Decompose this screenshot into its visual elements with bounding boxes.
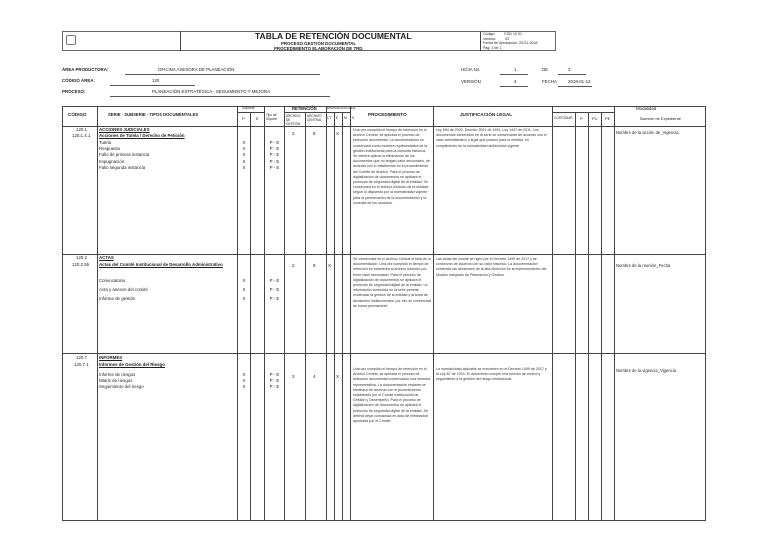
meta-version: Versión: 03 <box>483 36 509 41</box>
row-code-subserie: 120.2.55 <box>72 262 90 267</box>
col-archivo-gestion: ARCHIVO DE GESTIÓN <box>286 114 301 126</box>
area-label: ÁREA PRODUCTORA: <box>62 67 109 72</box>
col-p: P <box>580 116 583 121</box>
row-code-serie: 120.1 <box>76 127 87 132</box>
version-value: 4 <box>514 79 517 84</box>
expediente-name: Nombre de la reunión_Fecha <box>616 263 671 268</box>
row-serie-name: ACTAS <box>99 255 114 260</box>
tipo-soporte-marks: P - E P - E P - E P - E P - E <box>269 140 280 170</box>
logo <box>66 35 76 45</box>
doc-type: Seguimiento del riesgo <box>99 384 144 390</box>
codigo-area-value: 120 <box>152 78 160 83</box>
tipo-soporte-marks: P - E P - E P - E <box>269 278 280 301</box>
row-code-serie: 120.7 <box>76 355 87 360</box>
col-justificacion: JUSTIFICACIÓN LEGAL <box>460 112 513 117</box>
support-marks: X X X <box>242 278 246 301</box>
col-pc: PC <box>592 116 598 121</box>
retention-ag: 2 <box>292 374 295 379</box>
col-codigo: CÓDIGO <box>68 112 87 117</box>
meta-codigo: Código: FGD 10 01 <box>483 32 522 36</box>
document-subtitle-process: PROCESO GESTIÓN DOCUMENTAL <box>281 41 357 46</box>
doc-type: Impugnación <box>99 158 125 164</box>
procedure-text: Una vez cumplido el tiempo de retención en el Archivo Central, se aplicará el proceso de selección documental conservando una muestra representativa. La documentación restante se eliminará de acuerdo con el procedimiento establecido por el Comité Institucional de Gestión y Desempeño. Para el proceso de digitalización de documentos se aplicará el protocolo de seguridad digital de la entidad. Se deberá dejar constancia en acta de eliminación aprobada por el Comité. <box>353 367 431 424</box>
retention-ag: 2 <box>292 131 295 136</box>
disposition-mark: X <box>336 374 340 379</box>
doc-type: Fallo de primera instancia <box>99 152 150 158</box>
row-code-serie: 120.2 <box>76 255 87 260</box>
de-value: 3 <box>568 67 571 72</box>
doc-type: Acta y anexos del comité <box>99 287 148 292</box>
legal-justification: Las actas del comité se rigen por el Decreto 1499 de 2017 y se conservan de acuerdo con su valor histórico. La documentación evidencia las decisiones de la alta dirección en la implementación del Modelo Integrado de Planeación y Gestión. <box>436 257 547 277</box>
expediente-name: Nombre de la acción de_Vigencia <box>616 130 679 135</box>
document-title: TABLA DE RETENCIÓN DOCUMENTAL <box>255 31 412 41</box>
row-subserie-name: Actas del Comité Institucional de Desarrollo Administrativo <box>99 262 223 267</box>
col-e: E <box>336 116 339 120</box>
col-nombre-expediente: Nombre de Expediente <box>640 116 681 121</box>
col-ct: CT <box>327 116 332 120</box>
meta-pagina: Pág: 1 de 1 <box>483 45 502 50</box>
legal-justification: Ley 594 de 2000, Decreto 2591 de 1991, Ley 1437 de 2011. Los documentos contenidos en la serie se conservarán de acuerdo con el valor administrativo y legal que poseen para la entidad, en cumplimiento de la normatividad archivística vigente. <box>436 128 547 148</box>
fecha-value: 2018-01-12 <box>568 79 591 84</box>
doc-type: Convocatoria <box>99 278 125 283</box>
row-doc-types <box>99 140 149 171</box>
col-tipo-soporte: Tipo de Soporte <box>266 113 278 121</box>
meta-fecha: Fecha de Aprobación: 25-01-2018 <box>483 41 538 46</box>
col-procedimiento: PROCEDIMIENTO <box>368 112 407 117</box>
col-pe: PE <box>605 116 611 121</box>
expediente-name: Nombre de la vigencia_Vigencia <box>616 368 676 373</box>
procedure-text: Se conservará en el Archivo Central el total de la documentación. Una vez cumplido el tiempo de retención se transferirá al archivo histórico por tener valor secundario. Para el proceso de digitalización de documentos se aplicará el protocolo de seguridad digital de la entidad. La información contenida en la serie permite evidenciar la gestión de la entidad y la toma de decisiones institucionales, por ello se conservará de forma permanente. <box>353 257 431 308</box>
disposition-mark: X <box>328 263 332 268</box>
row-code-subserie: 120.7.1 <box>74 362 89 367</box>
retention-ac: 8 <box>313 263 316 268</box>
row-doc-types <box>99 276 148 303</box>
retention-ac: 4 <box>313 374 316 379</box>
doc-type: Informe de riesgos <box>99 372 136 377</box>
row-code-subserie: 120.1.4.1 <box>72 133 91 138</box>
proceso-label: PROCESO: <box>62 89 86 94</box>
col-m: M <box>344 116 347 120</box>
doc-type: Respuesta <box>99 146 120 152</box>
doc-type: Matriz de riesgos <box>99 378 133 384</box>
legal-justification: La normatividad aplicable se encuentra en el Decreto 1499 de 2017 y la Ley 87 de 1993. El documento cumple una función de control y seguimiento a la gestión del riesgo institucional. <box>436 367 547 382</box>
doc-type: Fallo segunda instancia <box>99 164 146 170</box>
col-disposicion: DISPOSICIÓN FINAL <box>327 106 357 110</box>
col-modalidad: Modalidad <box>636 106 657 111</box>
row-serie-name: ACCIONES JUDICIALES <box>99 127 150 132</box>
support-marks: X X X <box>242 372 246 390</box>
document-subtitle-procedure: PROCEDIMIENTO ELABORACIÓN DE TRD <box>274 46 363 51</box>
header-meta <box>483 32 537 50</box>
row-subserie-name: Acciones de Tutela / Derecho de Petición <box>99 133 185 138</box>
col-custodiar: CUSTODIAR <box>554 116 573 120</box>
codigo-area-label: CÓDIGO ÁREA: <box>62 78 95 83</box>
version-label: VERSIÓN <box>461 79 481 84</box>
col-soporte-e: E <box>256 116 259 121</box>
tipo-soporte-marks: P - E P - E P - E <box>269 372 280 390</box>
row-serie-name: INFORMES <box>99 355 123 360</box>
procedure-text: Una vez cumplido el tiempo de retención en el Archivo Central, se aplicará el proceso de selección documental. La documentación se conservará como muestra representativa de la gestión institucional para la consulta histórica. Se deberá aplicar la eliminación de los documentos que no tengan valor secundario, de acuerdo con lo establecido en el procedimiento del Comité de Archivo. Para el proceso de digitalización de documentos se aplicará el protocolo de seguridad digital de la entidad. Se conservará en el archivo histórico de la entidad según lo dispuesto por la normatividad vigente para la preservación de la documentación y la consulta de los usuarios. <box>353 128 430 205</box>
support-marks: X X X X X <box>242 140 246 170</box>
col-archivo-central: ARCHIVO CENTRAL <box>307 114 322 122</box>
doc-type: Informe de gestión <box>99 296 136 301</box>
retention-ag: 2 <box>292 263 295 268</box>
proceso-value: PLANEACIÓN ESTRATÉGICA - SEGUIMIENTO Y MEJORA <box>152 89 271 94</box>
doc-type: Tutela <box>99 140 112 145</box>
row-doc-types <box>99 372 144 391</box>
disposition-mark: X <box>336 131 340 136</box>
col-soporte-p: P <box>242 116 245 121</box>
hoja-value: 1 <box>514 67 517 72</box>
row-subserie-name: Informes de Gestión del Riesgo <box>99 362 165 367</box>
retention-ac: 8 <box>313 131 316 136</box>
col-soporte: Soporte <box>242 106 255 110</box>
col-s: S <box>352 116 355 120</box>
area-value: OFICINA ASESORA DE PLANEACIÓN <box>158 67 235 72</box>
de-label: DE <box>542 67 549 72</box>
hoja-label: HOJA No. <box>461 67 481 72</box>
fecha-label: FECHA <box>542 79 557 84</box>
col-serie: SERIE - SUBSERIE - TIPOS DOCUMENTALES <box>108 112 199 117</box>
col-retencion: RETENCIÓN <box>292 106 317 111</box>
